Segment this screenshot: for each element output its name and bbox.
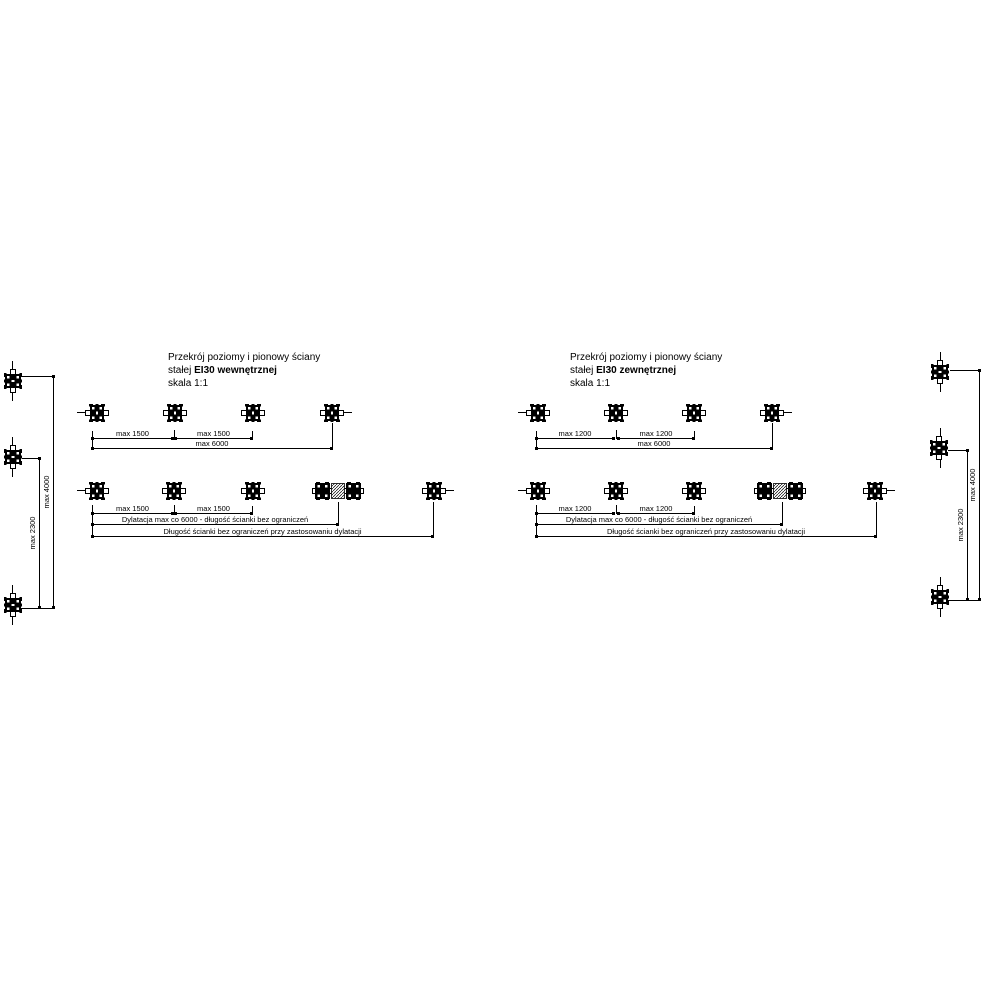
title-line-2 bbox=[570, 364, 722, 377]
dimension-line bbox=[92, 527, 433, 537]
extension-line bbox=[772, 423, 773, 450]
dimension-label: max 1500 bbox=[116, 429, 149, 438]
extension-line bbox=[948, 450, 968, 451]
stud-cross-section-icon bbox=[760, 404, 784, 422]
dimension-label: max 1500 bbox=[197, 504, 230, 513]
dimension-label: Dylatacja max co 6000 - długość ścianki bez ograniczeń bbox=[565, 515, 753, 524]
title-line-2-bold: EI30 wewnętrznej bbox=[194, 365, 277, 376]
wall-end-line bbox=[12, 585, 13, 593]
extension-line bbox=[876, 502, 877, 538]
dimension-line bbox=[92, 439, 332, 449]
stud-cross-section-icon bbox=[85, 482, 109, 500]
rail-cross-section-icon bbox=[4, 369, 22, 393]
dimension-label: max 4000 bbox=[968, 468, 977, 502]
rail-cross-section-icon bbox=[930, 436, 948, 460]
wall-end-line bbox=[940, 609, 941, 617]
wall-end-line bbox=[77, 412, 85, 413]
wall-end-line bbox=[12, 437, 13, 445]
title-line-3: skala 1:1 bbox=[570, 378, 611, 389]
dimension-line bbox=[92, 429, 173, 439]
wall-end-line bbox=[940, 428, 941, 436]
dimension-label: max 1500 bbox=[197, 429, 230, 438]
dimension-line bbox=[536, 429, 614, 439]
wall-end-line bbox=[12, 617, 13, 625]
wall-end-line bbox=[940, 352, 941, 360]
dimension-label: max 2300 bbox=[956, 508, 965, 542]
dimension-line bbox=[536, 439, 772, 449]
stud-cross-section-icon bbox=[163, 404, 187, 422]
title-line-1: Przekrój poziomy i pionowy ściany bbox=[168, 352, 321, 363]
rail-cross-section-icon bbox=[931, 585, 949, 609]
dimension-label: max 1500 bbox=[116, 504, 149, 513]
wall-end-line bbox=[344, 412, 352, 413]
expansion-joint-double-stud-icon bbox=[312, 482, 364, 500]
rail-cross-section-icon bbox=[4, 593, 22, 617]
rail-cross-section-icon bbox=[4, 445, 22, 469]
stud-cross-section-icon bbox=[682, 482, 706, 500]
title-line-1: Przekrój poziomy i pionowy ściany bbox=[570, 352, 723, 363]
dimension-label: Dylatacja max co 6000 - długość ścianki bez ograniczeń bbox=[121, 515, 309, 524]
title-line-2-bold: EI30 zewnętrznej bbox=[596, 365, 677, 376]
stud-cross-section-icon bbox=[241, 482, 265, 500]
wall-end-line bbox=[940, 577, 941, 585]
left-diagram-title bbox=[168, 351, 320, 390]
wall-end-line bbox=[77, 490, 85, 491]
extension-line bbox=[536, 505, 537, 538]
dimension-line bbox=[618, 504, 694, 514]
dimension-line-vertical bbox=[28, 458, 40, 608]
extension-line bbox=[433, 502, 434, 538]
dimension-line bbox=[92, 515, 338, 525]
stud-cross-section-icon bbox=[863, 482, 887, 500]
dimension-line bbox=[536, 515, 782, 525]
stud-cross-section-icon bbox=[526, 404, 550, 422]
stud-cross-section-icon bbox=[604, 404, 628, 422]
stud-cross-section-icon bbox=[604, 482, 628, 500]
dimension-label: max 1200 bbox=[558, 504, 592, 513]
dimension-label: max 6000 bbox=[637, 439, 671, 448]
title-line-2 bbox=[168, 364, 320, 377]
extension-line bbox=[950, 370, 980, 371]
stud-cross-section-icon bbox=[85, 404, 109, 422]
dimension-label: max 6000 bbox=[195, 439, 229, 448]
title-line-2-prefix: stałej bbox=[570, 365, 597, 376]
wall-end-line bbox=[518, 412, 526, 413]
title-line-3: skala 1:1 bbox=[168, 378, 209, 389]
wall-end-line bbox=[12, 393, 13, 401]
dimension-line-vertical bbox=[968, 370, 980, 600]
wall-end-line bbox=[784, 412, 792, 413]
stud-cross-section-icon bbox=[241, 404, 265, 422]
extension-line bbox=[92, 505, 93, 538]
extension-line bbox=[20, 608, 54, 609]
rail-cross-section-icon bbox=[931, 360, 949, 384]
stud-cross-section-icon bbox=[162, 482, 186, 500]
stud-cross-section-icon bbox=[320, 404, 344, 422]
extension-line bbox=[332, 423, 333, 450]
right-diagram-title bbox=[570, 351, 722, 390]
dimension-label: max 4000 bbox=[42, 475, 51, 509]
wall-end-line bbox=[940, 460, 941, 468]
extension-line bbox=[948, 600, 980, 601]
wall-end-line bbox=[12, 361, 13, 369]
stud-cross-section-icon bbox=[422, 482, 446, 500]
title-line-2-prefix: stałej bbox=[168, 365, 195, 376]
dimension-label: Długość ścianki bez ograniczeń przy zastosowaniu dylatacji bbox=[606, 527, 806, 536]
stud-cross-section-icon bbox=[682, 404, 706, 422]
wall-end-line bbox=[446, 490, 454, 491]
wall-end-line bbox=[940, 384, 941, 392]
dimension-label: max 1200 bbox=[558, 429, 592, 438]
dimension-line bbox=[536, 504, 614, 514]
dimension-label: Długość ścianki bez ograniczeń przy zastosowaniu dylatacji bbox=[163, 527, 362, 536]
dimension-line bbox=[536, 527, 876, 537]
dimension-label: max 1200 bbox=[639, 429, 673, 438]
wall-end-line bbox=[12, 469, 13, 477]
dimension-label: max 2300 bbox=[28, 516, 37, 550]
dimension-line bbox=[92, 504, 173, 514]
dimension-line bbox=[175, 504, 252, 514]
extension-line bbox=[22, 376, 54, 377]
stud-cross-section-icon bbox=[526, 482, 550, 500]
expansion-joint-double-stud-icon bbox=[754, 482, 806, 500]
dimension-label: max 1200 bbox=[639, 504, 673, 513]
wall-end-line bbox=[518, 490, 526, 491]
wall-end-line bbox=[887, 490, 895, 491]
dimension-line-vertical bbox=[42, 376, 54, 608]
